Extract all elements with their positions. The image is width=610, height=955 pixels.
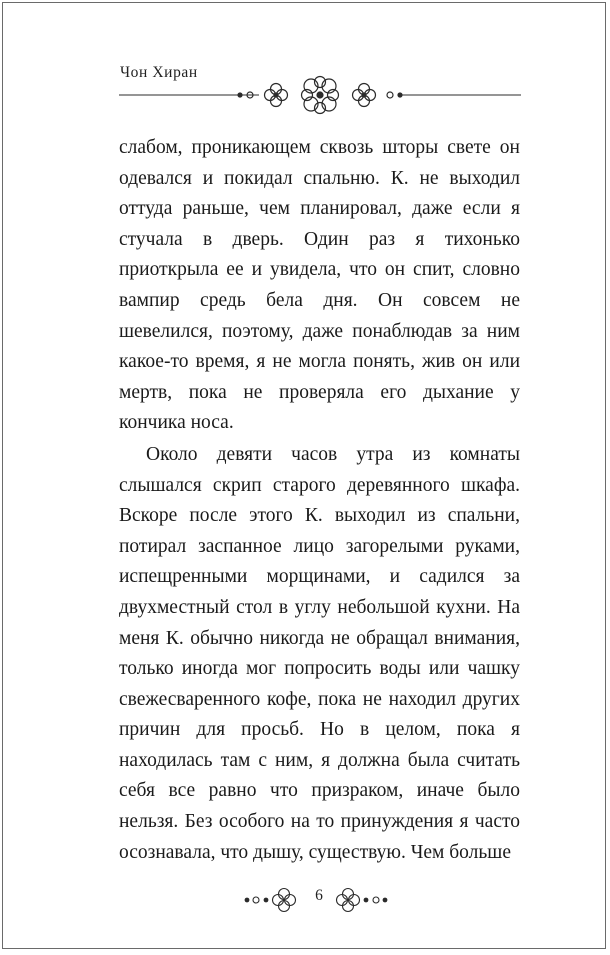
paragraph-1: слабом, проникающем сквозь шторы свете он одевался и покидал спальню. К. не выходил оттуда раньше, чем планировал, даже если я стучала в дверь. Один раз я тихонько приоткрыла ее и увидела, что он спит, словно вампир средь бела дня. Он совсем не шевелился, поэтому, даже понаблюдав за ним какое-то время, я не могла понять, жив он или мертв, пока не проверяла его дыхание у кончика носа. xyxy=(119,137,520,434)
book-page xyxy=(2,2,606,949)
running-head-author: Чон Хиран xyxy=(120,64,198,81)
page-number: 6 xyxy=(315,887,323,904)
body-text xyxy=(119,133,520,868)
header-knot-ornament-icon xyxy=(119,73,524,117)
paragraph-2: Около девяти часов утра из комнаты слышался скрип старого деревянного шкафа. Вскоре после этого К. выходил из спальни, потирал заспанное лицо загорелыми руками, испещренными морщинами, и садился за двухместный стол в углу небольшой кухни. На меня К. обычно никогда не обращал внимания, только иногда мог попросить воды или чашку свежесваренного кофе, пока не находил других причин для просьб. Но в целом, пока я находилась там с ним, я должна была считать себя все равно что призраком, иначе было нельзя. Без особого на то принуждения я часто осознавала, что дышу, существую. Чем больше xyxy=(119,443,520,863)
